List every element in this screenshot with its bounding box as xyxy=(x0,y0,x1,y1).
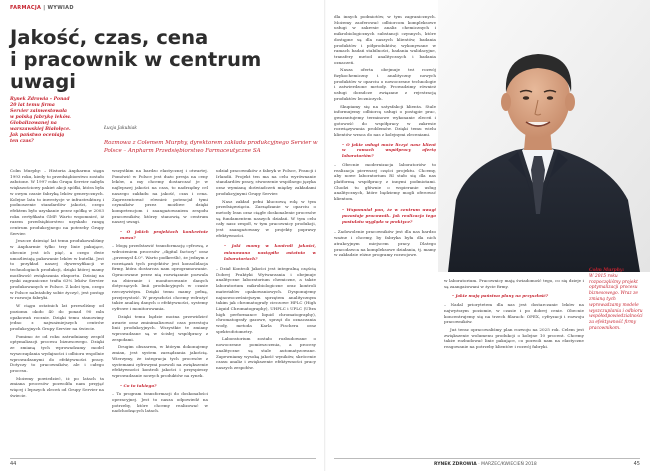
title-line: Jakość, czas, cena xyxy=(10,26,209,49)
text-column-2 xyxy=(112,168,208,456)
text-column-4 xyxy=(334,14,436,456)
article-intro: Rozmowa z Colemem Murphy, dyrektorem zakładu produkcyjnego Servier w Polsce – Anpharm Przedsiębiorstwo Farmaceutyczne SA xyxy=(104,140,318,154)
running-head-left xyxy=(10,5,74,11)
footer-rule xyxy=(10,458,316,459)
interview-question: – Co to takiego? xyxy=(120,382,157,388)
paragraph: Skupiamy się na satysfakcji klienta. Stale informujemy odbiorcę usługi o postępie prac, gwarantujemy terminowe wykonanie zleceń i gotowość do współpracy w zakresie rozwiązywania problemów. Dzięki temu wielu klientów wraca do nas z kolejnymi zleceniami. xyxy=(334,103,436,138)
paragraph: w laboratorium. Pracownicy mają świadomość tego, co się dzieje i są zaangażowani w życie firmy. xyxy=(444,278,584,289)
pull-quote-speaker: Colm Murphy: xyxy=(589,268,625,273)
issue-date: MARZEC/KWIECIEŃ 2018 xyxy=(481,462,537,467)
magazine-name: RYNEK ZDROWIA xyxy=(434,462,477,467)
paragraph: Możemy powiedzieć, iż po latach ta zmiana procesów pozwoliła nam przyjąć więcej i lepszych zleceń od Grupy Servier na świecie. xyxy=(10,375,104,398)
paragraph: – Mogę przedstawić transformację cyfrową, z wdrożeniem procesów „digital factory" oraz „przemysł 4.0". Warto podkreślić, że jednym z rozwiązań tych projektów jest konsolidacja firmy, która dostarcza nam oprogramowanie. Opracowane przez nią rozwiązanie pozwala na zbieranie i monitorowanie danych dotyczących linii produkcyjnych w czasie rzeczywistym. Dzięki temu mamy pełną, przejrzystość. W przyszłości chcemy wdrożyć także analizę danych o efektywności, systemy cyfrowe i monitorowania. xyxy=(112,243,208,312)
pull-quote-text: W 2015 roku rozpoczęliśmy projekt optymalizacji procesu biznesowego. Wraz ze zmianą tych wprowadzamy modele wyszczuplania i odbioru współodpowiedzialności za efektywność firmy pracownikom. xyxy=(589,273,643,331)
text-column-5 xyxy=(444,278,584,456)
interview-question: – Wspomniał pan, że w centrum uwagi pozostaje pracownik. Jak realizacja tego postulatu wygląda w praktyce? xyxy=(342,206,436,225)
page-number-left: 44 xyxy=(10,461,17,467)
subsection-label: WYWIAD xyxy=(47,5,74,11)
interview-question: – Jaki mamy w kontroli jakości, mianowano nastąpiło ostatnio w laboratoriach? xyxy=(224,243,316,261)
section-label: FARMACJA xyxy=(10,5,42,11)
paragraph: Dzięki temu będzie można przewidzieć awarie oraz zminimalizować czas przestoju linii produkcyjnych. Wszystkie te zmiany wprowadzane są w ścisłej współpracy z zespołami. xyxy=(112,313,208,342)
paragraph: – To program transformacji do doskonałości operacyjnej. Jest to nasza odpowiedź na potrzeby, które chcemy realizować w nadchodzących latach. xyxy=(112,391,208,414)
title-line: i pracownik w centrum uwagi xyxy=(10,48,262,93)
interview-question: – O jakich projektach konkretnie mowa? xyxy=(120,229,208,240)
paragraph: dla innych podmiotów, w tym zagranicznych. Możemy zaoferować odbiorcom kompleksowe usługi w zakresie analiz chemicznych i mikrobiologicznych substancji czynnych, które dostępne są dla naszych klientów, badania produktów i półproduktów, wykonywane w ramach badań stabilności, badania walidacyjne, transfery metod analitycznych i badania oznaczeń. xyxy=(334,14,436,65)
paragraph: Już teraz opracowaliśmy plan rozwoju na 2025 rok. Celem jest zwiększenie wolumenu produkcji o kolejne 10 procent. Chcemy także rozbudować linie pakujące, co pozwoli nam na elastyczne reagowanie na potrzeby klientów i rozwój fabryki. xyxy=(444,326,584,350)
lead-question: Rynek Zdrowia – Ponad 20 lat temu firma Servier zainwestowała w polską fabrykę leków. Globalizowanej na warszawskiej Białołęce. Jak państwo oceniają ten czas? xyxy=(10,97,71,144)
portrait-photo xyxy=(438,0,650,272)
footer-rule xyxy=(334,458,640,459)
paragraph: Jeszcze dziesięć lat temu produkowaliśmy w Anpharmie tylko trzy linie pakujące, obecnie jest ich pięć, a czego dwie umożliwiają pakowanie leków w butelki. Jest to przykład naszej dywersyfikacji w technologiach produkcji, dzięki której mamy możliwość zwiększania eksportu. Dzisiaj na rynki zagraniczne trafia 63% leków Servier produkowanych w Polsce. Z kolei tym, czego w Polsce należałoby sobie życzyć, jest postęp w rozwoju fabryki. xyxy=(10,238,104,301)
paragraph: Nasza oferta obejmuje też rozwój fizykochemiczny i analityczny nowych produktów w oparciu o nowoczesne technologie i zatwierdzone metody. Prowadzimy również usługi doradcze związane z rejestracją produktów leczniczych. xyxy=(334,67,436,101)
interview-question: – O jakie usługi może liczyć nasz klient w ramach współpracy ofertą laboratoriów? xyxy=(342,141,436,159)
section-separator: | xyxy=(43,5,46,11)
paragraph: – Dział Kontroli Jakości jest integralną częścią Dobrej Praktyki Wytwarzania i obejmuje analityczne laboratorium chemiczne, a także laboratorium mikrobiologiczne oraz kontroli materiałów opakowaniowych. Dysponujemy najnowocześniejszym sprzętem analitycznym takim jak chromatografy cieczowe HPLC (High Liquid Chromatography), UHPLC i UPLC (Ultra high performance liquid chromatography), chromatografy gazowe, sprzęt do oznaczania wody, metoda Karla Fischera oraz spektrofotometry. xyxy=(216,266,316,334)
paragraph: wszystkim na bardzo elastycznej i otwartej. Pomówić w Polsce jest dużo presja na ceny leków, a my chcemy dostarczać je w najlepszej jakości na czas, to nadrzędny cel naszego zakładu na jakość, czas i cena. Zaprezentować również potencjał tymi czynników przez możliwe dzięki kompetencjom i zaangażowaniem zespołu pracowników, którzy stanowią w centrum naszej uwagi. xyxy=(112,168,208,225)
paragraph: Drugim obszarem, w którym dokonujemy zmian, jest system zarządzania jakością. Wierzymy, że integracja tych procesów z systemami cyfrowymi pozwoli na zwiększenie efektywności kontroli jakości i przyspieszy wprowadzanie nowych produktów na rynek. xyxy=(112,344,208,378)
paragraph: – Zadowolenie pracowników jest dla nas bardzo ważne i chcemy, by fabryka była dla nich atrakcyjnym miejscem pracy. Dlatego pracodawca na kompleksowe działania, tj. mamy w zakładzie różne programy rozwojowe. xyxy=(334,229,436,258)
paragraph: Laboratorium zostało rozbudowane o nowoczesne pomieszczenia, a procesy analityczne są stale automatyzowane. Zapewniamy wysoką jakość wyników, skrócenie czasu analiz i zwiększenie efektywności pracy naszych zespołów. xyxy=(216,336,316,370)
magazine-footer: RYNEK ZDROWIA · MARZEC/KWIECIEŃ 2018 xyxy=(434,462,537,467)
pull-quote xyxy=(589,268,647,332)
text-column-3 xyxy=(216,168,316,456)
page-gutter xyxy=(324,0,326,471)
paragraph: Nasz zakład pełni kluczową rolę w tym przedsięwzięciu. Zarządzanie w oparciu o metody lean oraz ciągłe doskonalenie procesów są fundamentem naszych działań. W tym celu cały nasz zespół, w tym pracownicy produkcji, jest zaangażowany w projekty poprawy efektywności. xyxy=(216,198,316,238)
article-author: Łucja Jakubiak xyxy=(104,126,137,131)
text-column-1 xyxy=(10,168,104,456)
paragraph: Colm Murphy: – Historia Anpharmu sięga 1993 roku, kiedy to przedsiębiorstwo zostało założone. W 1997 roku Grupa Servier nabyła większościowy pakiet akcji spółki, która była w owym czasie fabryką leków generycznych. Kolejne lata to inwestycje w infrastrukturę i podnoszenie standardów jakości, czego efektem było uzyskanie przez spółkę w 2003 roku certyfikatu GMP. Warto wspomnieć, iż razem przedsiębiorstwo uzyskało rangę centrum produkcyjnego na potrzeby Grupy Servier. xyxy=(10,168,104,236)
paragraph: udział pracowników z fabryk w Polsce, Francji i Irlandii. Projekt ten ma na celu wyrównanie standardów pracy, stworzenie wspólnego języka oraz wymianę doświadczeń między zakładami produkcyjnymi Grupy Servier. xyxy=(216,168,316,196)
interview-question: – Jakie mają państwo plany na przyszłość? xyxy=(452,293,549,299)
article-title xyxy=(10,27,310,93)
page-number-right: 45 xyxy=(633,461,640,467)
portrait-illustration xyxy=(438,0,650,272)
paragraph: W ciągu ostatnich lat przeszliśmy od poziomu około 40 do ponad 90 mln opakowań rocznie. Dzięki temu stanowimy jedno z najważniejszych centrów produkcyjnych Grupy Servier na świecie. xyxy=(10,303,104,331)
paragraph: – Obecnie modernizacja laboratoriów to realizacja pierwszej części projektu. Chcemy, aby nowe laboratorium RI stało się dla nas platformą współpracy z innymi podmiotami. Chodzi tu głównie o wspieranie usług analitycznych, które będziemy mogli oferować klientom. xyxy=(334,161,436,202)
paragraph: – Nadal priorytetem dla nas jest dostarczanie leków na najwyższym poziomie, w czasie i po dobrej cenie. Obecnie koncentrujemy się na trzech filarach: OPEX, cyfryzacji i rozwoju pracowników. xyxy=(444,302,584,325)
paragraph: Pomimo że od roku zatrudniamy zespół optymalizacji procesu biznesowego. Dzięki ze zmianą tych wprowadzamy model wyszczuplania wydajności i odbioru wspólnie wprowadzanymi do efektywności pracy. Dotyczy to pracowników, ale i całego procesu. xyxy=(10,333,104,373)
